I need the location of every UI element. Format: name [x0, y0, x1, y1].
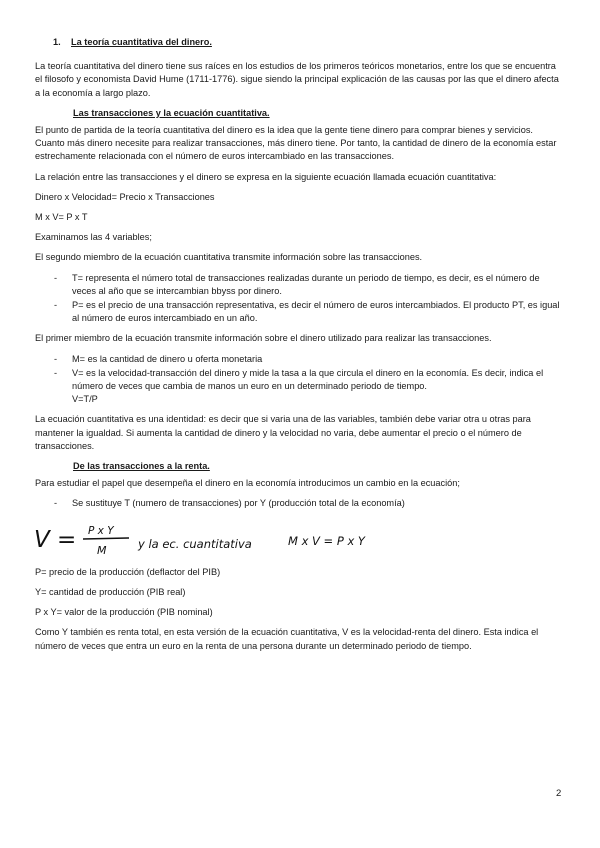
page-number: 2: [556, 788, 562, 799]
definition-value: P x Y= valor de la producción (PIB nominal): [35, 607, 213, 618]
money-list: [35, 353, 565, 407]
list-item-text: V= es la velocidad-transacción del dinero y mide la tasa a la que circula el dinero en la economía. Es decir, indica el número de veces que cambia de manos un euro en un determinado periodo de tiempo.: [72, 367, 544, 392]
section-2-title: De las transacciones a la renta.: [73, 461, 210, 472]
heading-title: La teoría cuantitativa del dinero.: [71, 37, 212, 47]
hw-rhs: M x V = P x Y: [288, 533, 365, 548]
definition-quantity: Y= cantidad de producción (PIB real): [35, 586, 186, 597]
list-item: - M= es la cantidad de dinero u oferta monetaria: [35, 353, 565, 366]
section-2-p1: Para estudiar el papel que desempeña el dinero en la economía introducimos un cambio en la ecuación;: [35, 478, 460, 489]
substitution-list: [35, 497, 565, 510]
list-item: [35, 367, 565, 407]
section-1-p1: El punto de partida de la teoría cuantitativa del dinero es la idea que la gente tiene dinero para comprar bienes y servicios. Cuanto más dinero necesite para realizar transacciones, más dinero tiene. Por tanto, la cantidad de dinero de la economía estar estrechamente relacionada con el número de euros intercambiado en las transacciones.: [35, 125, 557, 162]
hw-numerator: P x Y: [88, 524, 114, 537]
hw-lhs: V =: [34, 526, 77, 553]
section-1-p2: La relación entre las transacciones y el dinero se expresa en la siguiente ecuación llamada ecuación cuantitativa:: [35, 171, 497, 182]
definition-price: P= precio de la producción (deflactor del PIB): [35, 566, 221, 577]
section-1-p4: El segundo miembro de la ecuación cuantitativa transmite información sobre las transacciones.: [35, 252, 423, 263]
section-1-p5: El primer miembro de la ecuación transmite información sobre el dinero utilizado para realizar las transacciones.: [35, 333, 492, 344]
velocity-formula: V=T/P: [72, 394, 98, 405]
heading-number: 1.: [53, 37, 61, 47]
handwritten-equation: [32, 518, 565, 562]
list-item: - P= es el precio de una transacción representativa, es decir el número de euros intercambiados. El producto PT, es igual al número de euros intercambiado en un año.: [35, 299, 565, 325]
hw-denominator: M: [97, 543, 107, 557]
hw-middle: y la ec. cuantitativa: [138, 536, 252, 551]
list-item: - Se sustituye T (numero de transacciones) por Y (producción total de la economía): [35, 497, 565, 510]
section-1-p3: Examinamos las 4 variables;: [35, 232, 152, 243]
document-page: [35, 36, 565, 660]
equation-symbols: M x V= P x T: [35, 212, 88, 223]
section-2-p2: Como Y también es renta total, en esta versión de la ecuación cuantitativa, V es la velocidad-renta del dinero. Esta indica el número de veces que entra un euro en la renta de una persona durante un determinado periodo de tiempo.: [35, 627, 539, 651]
transactions-list: [35, 272, 565, 326]
handwritten-equation-svg: [32, 518, 392, 562]
hw-fraction-bar: [83, 538, 129, 539]
section-1-p6: La ecuación cuantitativa es una identidad: es decir que si varia una de las variables, también debe variar otra u otras para mantener la igualdad. Si aumenta la cantidad de dinero y la velocidad no varia, debe aumentar el precio o el número de transacciones.: [35, 414, 531, 451]
equation-words: Dinero x Velocidad= Precio x Transacciones: [35, 191, 215, 202]
list-item: - T= representa el número total de transacciones realizadas durante un periodo de tiempo, es decir, es el número de veces al año que se intercambian bbyss por dinero.: [35, 272, 565, 298]
heading-1: [53, 36, 565, 49]
section-1-title: Las transacciones y la ecuación cuantitativa.: [73, 107, 270, 118]
intro-paragraph: La teoría cuantitativa del dinero tiene sus raíces en los estudios de los primeros teóricos monetarios, entre los que se encuentra el filosofo y economista David Hume (1711-1776). sigue siendo la principal explicación de las causas por las que el dinero afecta a la economía a largo plazo.: [35, 61, 559, 98]
